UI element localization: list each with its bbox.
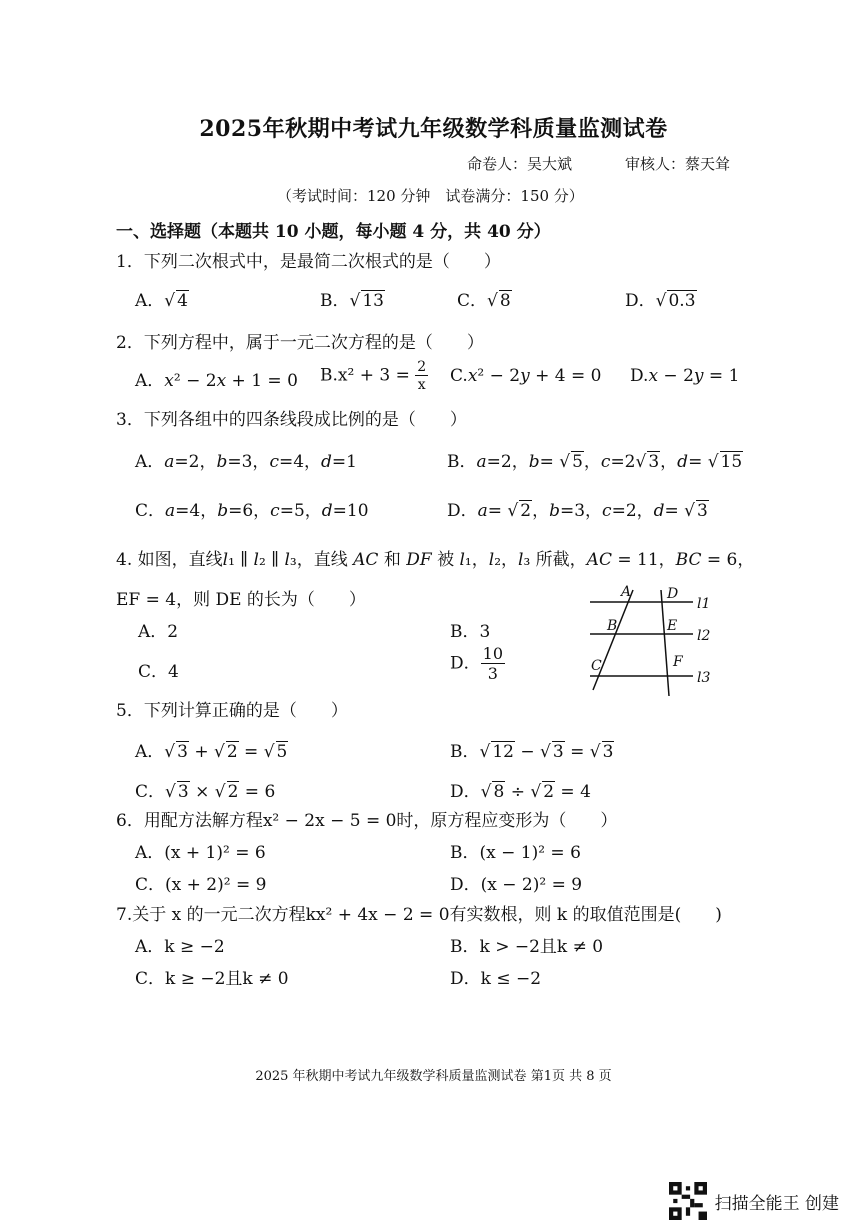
q4-stem-line1: 4. 如图，直线l₁ ∥ l₂ ∥ l₃，直线 AC 和 DF 被 l₁，l₂，l₃ 所截，AC = 11，BC = 6，: [116, 550, 755, 570]
q6-option-d: D．(x − 2)² = 9: [450, 875, 583, 895]
q1-option-c: C．√ 8: [457, 291, 511, 311]
q4-option-a: A．2: [138, 622, 179, 642]
q4-stem-line2: EF = 4，则 DE 的长为（ ）: [116, 590, 366, 610]
q6-option-c: C．(x + 2)² = 9: [135, 875, 267, 895]
q1-stem: 1．下列二次根式中，是最简二次根式的是（ ）: [116, 252, 501, 272]
reviewer: 审核人：蔡天耸: [625, 155, 731, 173]
q1-option-d: D．√ 0.3: [625, 291, 696, 311]
q1-option-a: A．√ 4: [135, 291, 188, 311]
scanner-watermark: [669, 1182, 839, 1220]
q5-option-b: B．√ 12 − √ 3 = √ 3: [450, 742, 614, 762]
q3-stem: 3．下列各组中的四条线段成比例的是（ ）: [116, 410, 467, 430]
q3-option-a: A．a=2，b=3，c=4，d=1: [135, 452, 357, 472]
q6-option-a: A．(x + 1)² = 6: [135, 843, 266, 863]
q2-option-a: A．x² − 2x + 1 = 0: [135, 371, 298, 391]
q4-option-d: D． $\frac{10}{3}$: [450, 644, 503, 683]
q7-option-a: A．k ≥ −2: [135, 937, 225, 957]
q7-option-d: D．k ≤ −2: [450, 969, 542, 989]
q6-stem: 6．用配方法解方程x² − 2x − 5 = 0时，原方程应变形为（ ）: [116, 811, 618, 831]
label-l2: l2: [697, 628, 711, 644]
q3-option-b: B．a=2，b= √ 5，c=2√ 3，d= √ 15: [447, 452, 743, 472]
qr-code-icon: [669, 1182, 707, 1220]
q2-option-d: D.x − 2y = 1: [630, 366, 740, 386]
q5-option-a: A．√ 3 + √ 2 = √ 5: [135, 742, 288, 762]
q6-option-b: B．(x − 1)² = 6: [450, 843, 581, 863]
parallel-lines-figure: [585, 582, 715, 700]
page-footer: 2025 年秋期中考试九年级数学科质量监测试卷 第1页 共 8 页: [255, 1069, 612, 1084]
setter: 命卷人：吴大斌: [467, 155, 573, 173]
q3-option-c: C．a=4，b=6，c=5，d=10: [135, 501, 369, 521]
scanner-label: 扫描全能王 创建: [714, 1193, 839, 1214]
q7-option-b: B．k > −2且k ≠ 0: [450, 937, 604, 957]
q1-option-b: B．√ 13: [320, 291, 384, 311]
q7-option-c: C．k ≥ −2且k ≠ 0: [135, 969, 289, 989]
label-l1: l1: [697, 596, 711, 612]
q7-stem: 7.关于 x 的一元二次方程kx² + 4x − 2 = 0有实数根，则 k 的取值范围是( ): [116, 905, 722, 925]
q2-option-b: B.x² + 3 = $\frac{2}{x}$: [320, 359, 427, 393]
exam-title: 2025年秋期中考试九年级数学科质量监测试卷: [199, 116, 668, 142]
q5-option-d: D．√ 8 ÷ √ 2 = 4: [450, 782, 591, 802]
label-d: D: [667, 586, 679, 602]
q5-option-c: C．√ 3 × √ 2 = 6: [135, 782, 276, 802]
label-a: A: [621, 584, 632, 600]
q4-option-b: B．3: [450, 622, 491, 642]
q5-stem: 5．下列计算正确的是（ ）: [116, 701, 348, 721]
label-f: F: [673, 654, 683, 670]
line-ac: [593, 590, 633, 690]
q2-option-c: C.x² − 2y + 4 = 0: [450, 366, 602, 386]
label-c: C: [591, 658, 602, 674]
q3-option-d: D．a= √ 2，b=3，c=2，d= √ 3: [447, 501, 708, 521]
label-e: E: [667, 618, 678, 634]
label-b: B: [607, 618, 618, 634]
exam-info: （考试时间：120 分钟 试卷满分：150 分）: [277, 187, 584, 205]
label-l3: l3: [697, 670, 711, 686]
section-heading: 一、选择题（本题共 10 小题，每小题 4 分，共 40 分）: [116, 222, 551, 242]
q4-option-c: C．4: [138, 662, 179, 682]
q2-stem: 2．下列方程中，属于一元二次方程的是（ ）: [116, 333, 484, 353]
line-df: [661, 590, 669, 696]
